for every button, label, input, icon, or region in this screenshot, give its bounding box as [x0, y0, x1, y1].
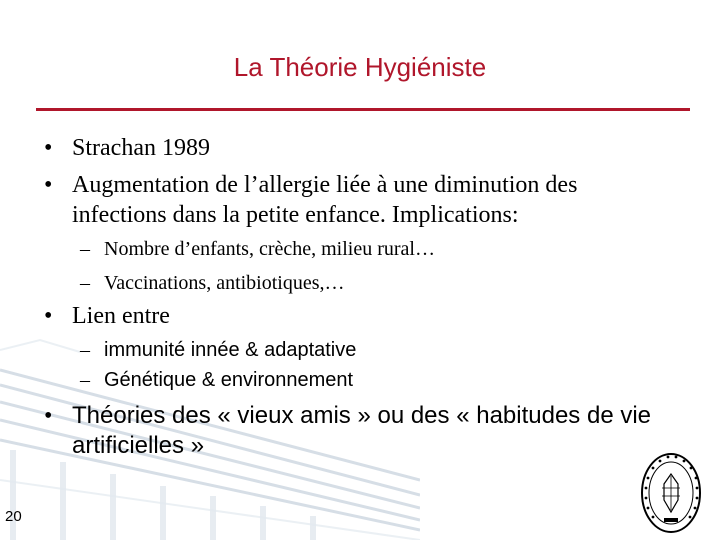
bullet-text: Lien entre	[72, 303, 170, 329]
bullet-text: Strachan 1989	[72, 135, 210, 161]
bullet-dot: •	[44, 135, 53, 161]
bullet-strachan	[44, 133, 210, 163]
bullet-lien-entre	[44, 301, 170, 331]
bullet-text-line1: Théories des « vieux amis » ou des « habitudes de vie	[72, 402, 652, 429]
bullet-text-line2: infections dans la petite enfance. Implications:	[72, 202, 519, 228]
sub-bullet-text: immunité innée & adaptative	[104, 339, 357, 361]
bullet-theories	[44, 401, 651, 461]
sub-bullet	[80, 337, 356, 363]
sub-bullet-dash: –	[80, 339, 90, 361]
bullet-dot: •	[44, 172, 53, 198]
slide-title: La Théorie Hygiéniste	[233, 52, 487, 82]
sub-bullet-dash: –	[80, 238, 90, 260]
bullet-dot: •	[44, 303, 53, 329]
sub-bullet-text: Génétique & environnement	[104, 369, 354, 391]
university-seal-logo	[640, 452, 702, 534]
title-divider	[36, 108, 690, 111]
bullet-text-line2: artificielles »	[72, 432, 205, 459]
sub-bullet-dash: –	[80, 369, 90, 391]
bullet-text-line1: Augmentation de l’allergie liée à une diminution des	[72, 172, 578, 198]
sub-bullet	[80, 367, 353, 393]
sub-bullet-dash: –	[80, 272, 90, 294]
sub-bullet-text: Nombre d’enfants, crèche, milieu rural…	[104, 238, 435, 260]
sub-bullet-text: Vaccinations, antibiotiques,…	[104, 272, 345, 294]
sub-bullet	[80, 270, 345, 296]
bullet-dot: •	[44, 403, 53, 429]
bullet-augmentation	[44, 170, 577, 230]
page-number: 20	[5, 508, 22, 525]
sub-bullet	[80, 236, 435, 262]
